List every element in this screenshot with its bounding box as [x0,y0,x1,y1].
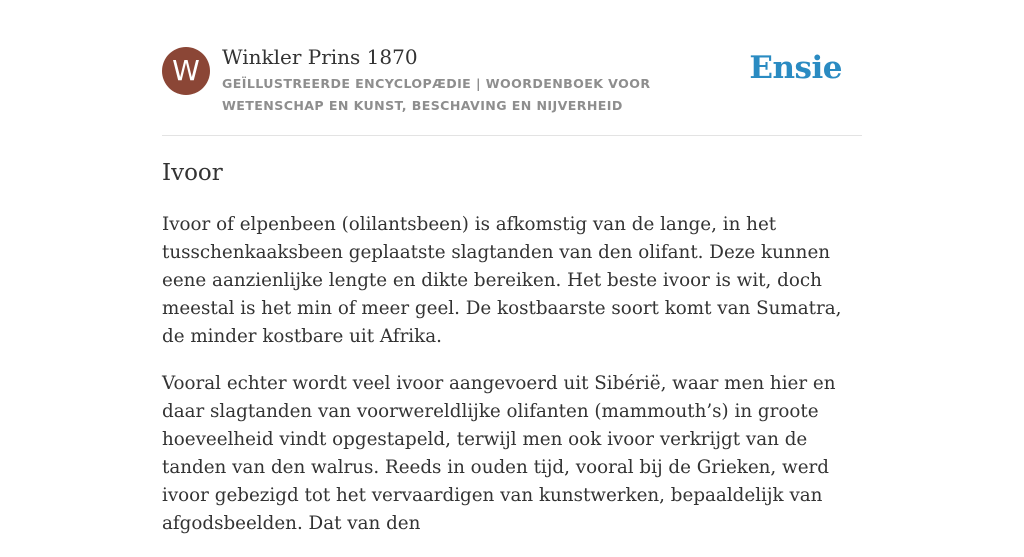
source-title[interactable]: Winkler Prins 1870 [222,45,418,69]
entry-paragraph: Vooral echter wordt veel ivoor aangevoerd uit Sibérië, waar men hier en daar slagtanden van voorwereldlijke olifanten (mammouth’s) in groote hoeveelheid vindt opgestapeld, terwijl men ook ivoor verkrijgt van de tanden van den walrus. Reeds in ouden tijd, vooral bij de Grieken, werd ivoor gebezigd tot het vervaardigen van kunstwerken, bepaaldelijk van afgodsbeelden. Dat van den [162,373,836,534]
entry-title: Ivoor [162,160,223,186]
entry-paragraph: Ivoor of elpenbeen (olilantsbeen) is afkomstig van de lange, in het tusschenkaaksbeen geplaatste slagtanden van den olifant. Deze kunnen eene aanzienlijke lengte en dikte bereiken. Het beste ivoor is wit, doch meestal is het min of meer geel. De kostbaarste soort komt van Sumatra, de minder kostbare uit Afrika. [162,214,842,347]
source-avatar[interactable]: W [162,47,210,95]
ensie-logo[interactable]: Ensie [749,50,842,86]
source-subtitle: GEÏLLUSTREERDE ENCYCLOPÆDIE | WOORDENBOEK VOOR WETENSCHAP EN KUNST, BESCHAVING EN NIJVERHEID [222,76,651,113]
entry-body [162,211,862,557]
source-header [162,44,862,136]
